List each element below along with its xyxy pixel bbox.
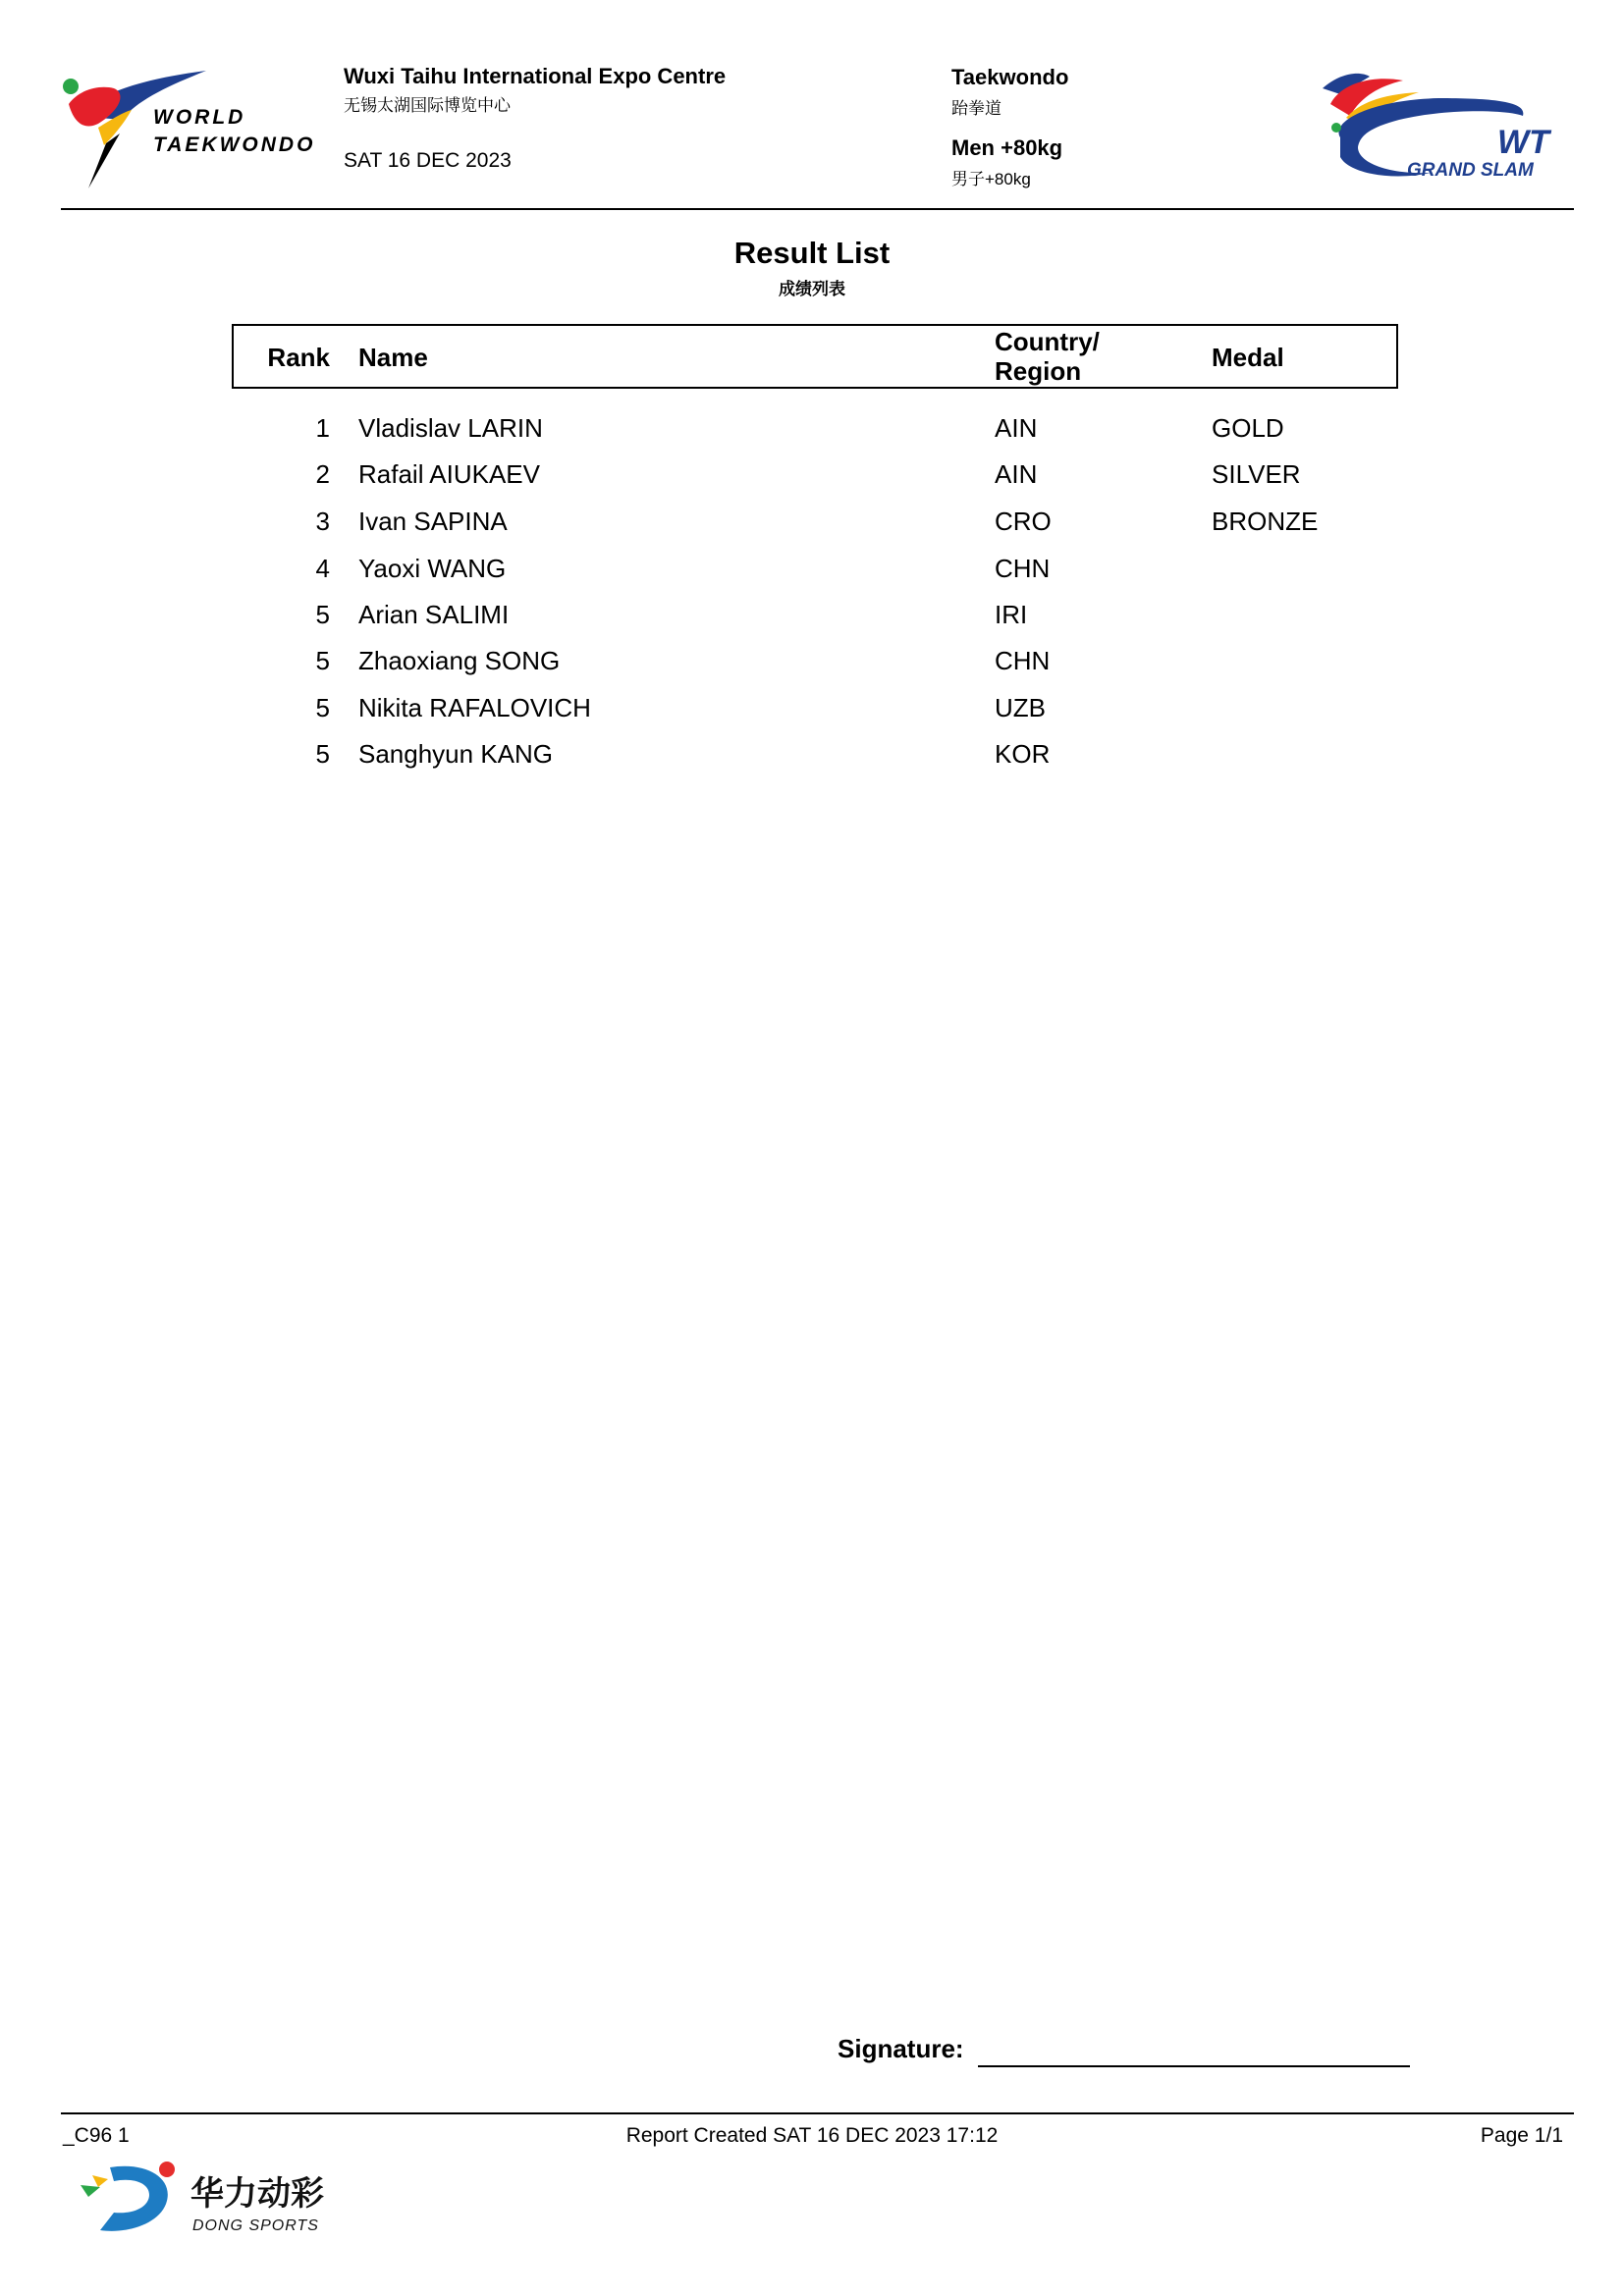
row-country: IRI xyxy=(995,600,1028,629)
page-title-cn: 成绩列表 xyxy=(779,280,845,298)
svg-text:WT: WT xyxy=(1497,124,1549,161)
row-medal: BRONZE xyxy=(1212,507,1319,536)
dong-sports-emblem-icon xyxy=(75,2158,359,2236)
report-created: Report Created SAT 16 DEC 2023 17:12 xyxy=(625,2124,999,2147)
col-header-country-line2: Region xyxy=(995,356,1082,386)
col-header-medal: Medal xyxy=(1212,343,1284,372)
row-rank: 2 xyxy=(315,459,330,489)
wt-grand-slam-logo xyxy=(1301,65,1576,192)
col-header-rank: Rank xyxy=(267,343,330,372)
dong-sports-logo xyxy=(75,2158,359,2236)
svg-text:TAEKWONDO: TAEKWONDO xyxy=(153,133,316,156)
row-rank: 5 xyxy=(315,600,330,629)
signature-label: Signature: xyxy=(838,2034,964,2063)
row-country: KOR xyxy=(995,739,1051,769)
row-country: AIN xyxy=(995,413,1038,443)
event-category: Men +80kg xyxy=(951,135,1063,160)
row-name: Nikita RAFALOVICH xyxy=(358,693,591,722)
venue-name-cn: 无锡太湖国际博览中心 xyxy=(344,96,511,115)
row-rank: 5 xyxy=(315,693,330,722)
sport-name-cn: 跆拳道 xyxy=(951,99,1001,118)
page-title: Result List xyxy=(733,236,891,270)
signature-line xyxy=(978,2065,1410,2067)
svg-text:WORLD: WORLD xyxy=(153,106,246,129)
row-name: Arian SALIMI xyxy=(358,600,510,629)
svg-text:DONG SPORTS: DONG SPORTS xyxy=(192,2217,319,2234)
sport-name: Taekwondo xyxy=(951,65,1069,89)
world-taekwondo-emblem-icon xyxy=(59,65,344,192)
row-name: Ivan SAPINA xyxy=(358,507,508,536)
header-divider xyxy=(61,208,1574,210)
row-country: CRO xyxy=(995,507,1052,536)
row-country: CHN xyxy=(995,646,1051,675)
row-country: AIN xyxy=(995,459,1038,489)
grand-slam-emblem-icon xyxy=(1301,65,1576,192)
row-medal: GOLD xyxy=(1212,413,1284,443)
svg-text:华力动彩: 华力动彩 xyxy=(190,2174,324,2214)
row-rank: 3 xyxy=(315,507,330,536)
row-rank: 5 xyxy=(315,646,330,675)
row-name: Vladislav LARIN xyxy=(358,413,543,443)
row-name: Sanghyun KANG xyxy=(358,739,554,769)
event-category-cn: 男子+80kg xyxy=(951,170,1031,188)
row-medal: SILVER xyxy=(1212,459,1301,489)
col-header-country-line1: Country/ xyxy=(995,327,1100,356)
row-rank: 5 xyxy=(315,739,330,769)
row-rank: 1 xyxy=(315,413,330,443)
row-name: Rafail AIUKAEV xyxy=(358,459,540,489)
row-country: CHN xyxy=(995,554,1051,583)
page-number: Page 1/1 xyxy=(1480,2124,1563,2147)
row-name: Zhaoxiang SONG xyxy=(358,646,561,675)
row-name: Yaoxi WANG xyxy=(358,554,507,583)
event-date: SAT 16 DEC 2023 xyxy=(344,149,512,172)
footer-divider xyxy=(61,2112,1574,2114)
world-taekwondo-logo xyxy=(59,65,344,192)
svg-text:GRAND SLAM: GRAND SLAM xyxy=(1407,160,1534,181)
venue-name: Wuxi Taihu International Expo Centre xyxy=(344,64,727,88)
row-rank: 4 xyxy=(315,554,330,583)
col-header-name: Name xyxy=(358,343,428,372)
row-country: UZB xyxy=(995,693,1046,722)
report-code: _C96 1 xyxy=(63,2124,130,2147)
